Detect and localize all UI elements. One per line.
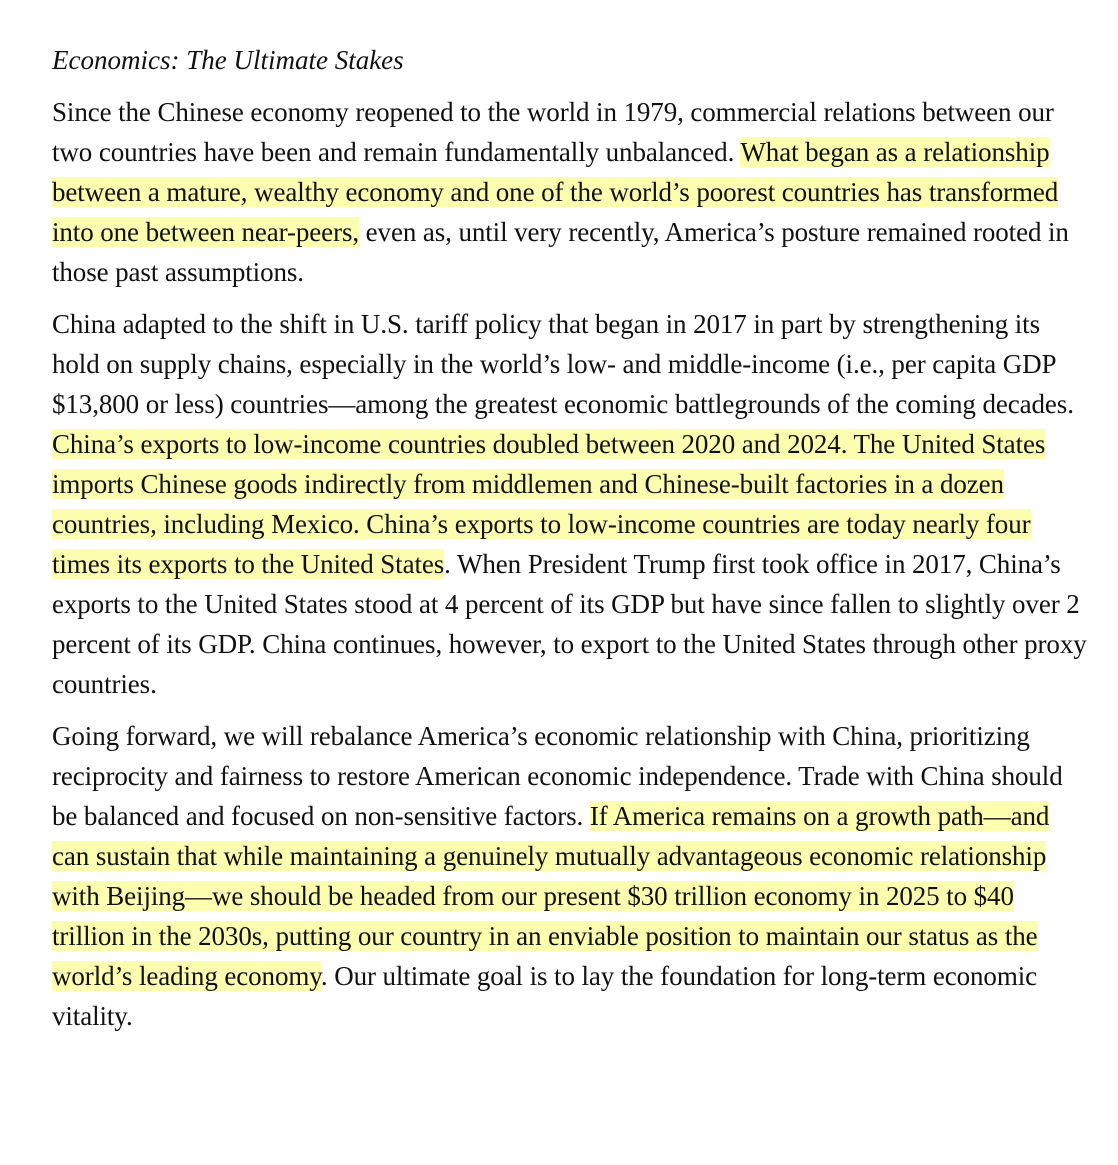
- text-segment: Since the Chinese economy reopened to the world in 1979, commercial relations between our two countries have been and remain fundamentally unbalanced.: [52, 97, 1054, 167]
- highlighted-text: If America remains on a growth path—and can sustain that while maintaining a genuinely mutually advantageous economic relationship with Beijing—we should be headed from our present $30 trillion economy in 2025 to $40 trillion in the 2030s, putting our country in an enviable position to maintain our status as the world’s leading economy: [52, 801, 1050, 991]
- section-heading: Economics: The Ultimate Stakes: [52, 45, 404, 75]
- paragraph-1: [52, 92, 1092, 292]
- text-segment: Going forward, we will rebalance America’s economic relationship with China, prioritizing reciprocity and fairness to restore American economic independence. Trade with China should be balanced and focused on non-sensitive factors.: [52, 721, 1063, 831]
- highlighted-text: China’s exports to low-income countries doubled between 2020 and 2024. The United States imports Chinese goods indirectly from middlemen and Chinese-built factories in a dozen countries, including Mexico. China’s exports to low-income countries are today nearly four times its exports to the United States: [52, 429, 1046, 579]
- document-page: [52, 40, 1092, 1048]
- text-segment: . Our ultimate goal is to lay the foundation for long-term economic vitality.: [52, 961, 1038, 1031]
- text-segment: . When President Trump first took office in 2017, China’s exports to the United States stood at 4 percent of its GDP but have since fallen to slightly over 2 percent of its GDP. China continues, however, to export to the United States through other proxy countries.: [52, 549, 1087, 699]
- text-segment: China adapted to the shift in U.S. tariff policy that began in 2017 in part by strengthening its hold on supply chains, especially in the world’s low- and middle-income (i.e., per capita GDP $13,800 or less) countries—among the greatest economic battlegrounds of the coming decades.: [52, 309, 1074, 419]
- paragraph-3: [52, 716, 1092, 1036]
- text-segment: even as, until very recently, America’s posture remained rooted in those past assumptions.: [52, 217, 1069, 287]
- highlighted-text: What began as a relationship between a mature, wealthy economy and one of the world’s poorest countries has transformed into one between near-peers,: [52, 137, 1059, 247]
- paragraph-2: [52, 304, 1092, 704]
